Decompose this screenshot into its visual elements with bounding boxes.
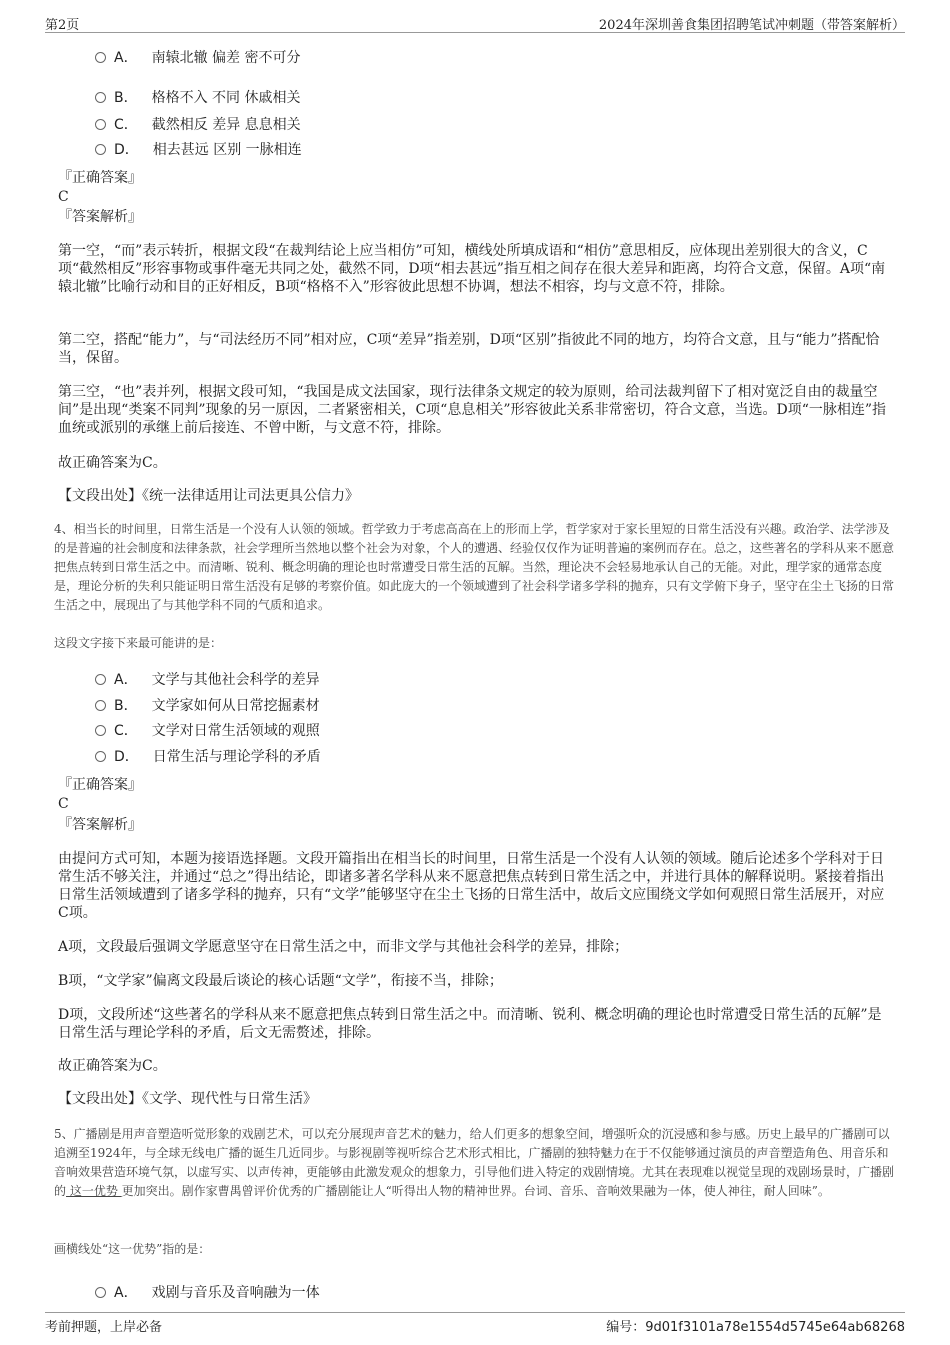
radio-icon[interactable] bbox=[95, 725, 106, 736]
q3-analysis-3: 第三空，“也”表并列，根据文段可知，“我国是成文法国家，现行法律条文规定的较为原则，给司法裁判留下了相对宽泛自由的裁量空间”是出现“类案不同判”现象的另一原因，二者紧密相关，C项“息息相关”形容彼此关系非常密切，符合文意，当选。D项“一脉相连”指血统或派别的承继上前后接连、不曾中断，与文意不符，排除。 bbox=[58, 384, 887, 436]
radio-icon[interactable] bbox=[95, 700, 106, 711]
q3-analysis-label: 『答案解析』 bbox=[58, 209, 142, 225]
q4-answer-label: 『正确答案』 bbox=[58, 777, 142, 793]
q3-option-c[interactable]: C． 截然相反 差异 息息相关 bbox=[95, 115, 301, 135]
underlined-phrase: 这一优势 bbox=[66, 1184, 122, 1198]
document-code: 编号：9d01f3101a78e1554d5745e64ab68268 bbox=[606, 1320, 905, 1335]
q4-analysis-1: 由提问方式可知，本题为接语选择题。文段开篇指出在相当长的时间里，日常生活是一个没有人认领的领域。随后论述多个学科对于日常生活不够关注，并通过“总之”得出结论，即诸多著名学科从来不愿意把焦点转到日常生活之中，并进行具体的解释说明。紧接着指出日常生活领域遭到了诸多学科的抛弃，只有“文学”能够坚守在尘土飞扬的日常生活中，故后文应围绕文学如何观照日常生活展开，对应C项。 bbox=[58, 851, 885, 921]
page-number: 第2页 bbox=[45, 18, 80, 33]
q4-option-c[interactable]: C． 文学对日常生活领域的观照 bbox=[95, 721, 320, 741]
q4-analysis-2: A项，文段最后强调文学愿意坚守在日常生活之中，而非文学与其他社会科学的差异，排除； bbox=[58, 939, 629, 955]
q3-answer: C bbox=[58, 189, 69, 205]
q4-option-d[interactable]: D． 日常生活与理论学科的矛盾 bbox=[95, 747, 321, 767]
q3-option-b[interactable]: B． 格格不入 不同 休戚相关 bbox=[95, 88, 301, 108]
q3-analysis-2: 第二空，搭配“能力”，与“司法经历不同”相对应，C项“差异”指差别，D项“区别”指彼此不同的地方，均符合文意，且与“能力”搭配恰当，保留。 bbox=[58, 332, 880, 366]
page-footer bbox=[45, 1312, 905, 1333]
q4-analysis-3: B项，“文学家”偏离文段最后谈论的核心话题“文学”，衔接不当，排除； bbox=[58, 973, 503, 989]
radio-icon[interactable] bbox=[95, 119, 106, 130]
radio-icon[interactable] bbox=[95, 751, 106, 762]
q4-stem: 4、相当长的时间里，日常生活是一个没有人认领的领域。哲学致力于考虑高高在上的形而上学，哲学家对于家长里短的日常生活没有兴趣。政治学、法学涉及的是普遍的社会制度和法律条款，社会学理所当然地以整个社会为对象，个人的遭遇、经验仅仅作为证明普遍的案例而存在。总之，这些著名的学科从来不愿意把焦点转到日常生活之中。而清晰、锐利、概念明确的理论也时常遭受日常生活的瓦解。当然，理论决不会轻易地承认自己的无能。对此，理学家的通常态度是，理论分析的失利只能证明日常生活没有足够的考察价值。如此庞大的一个领域遭到了社会科学诸多学科的抛弃，只有文学俯下身子，坚守在尘土飞扬的日常生活之中，展现出了与其他学科不同的气质和追求。 bbox=[54, 522, 895, 612]
page-header bbox=[45, 12, 905, 33]
q4-analysis-label: 『答案解析』 bbox=[58, 817, 142, 833]
q3-option-a[interactable]: A． 南辕北辙 偏差 密不可分 bbox=[95, 48, 300, 68]
q3-analysis-1: 第一空，“而”表示转折，根据文段“在裁判结论上应当相仿”可知，横线处所填成语和“相仿”意思相反，应体现出差别很大的含义，C项“截然相反”形容事物或事件毫无共同之处，截然不同，D项“相去甚远”指互相之间存在很大差异和距离，均符合文意，保留。A项“南辕北辙”比喻行动和目的正好相反，B项“格格不入”形容彼此思想不协调，想法不相容，均与文意不符，排除。 bbox=[58, 243, 886, 295]
radio-icon[interactable] bbox=[95, 674, 106, 685]
radio-icon[interactable] bbox=[95, 144, 106, 155]
q5-stem: 5、广播剧是用声音塑造听觉形象的戏剧艺术，可以充分展现声音艺术的魅力，给人们更多的想象空间，增强听众的沉浸感和参与感。历史上最早的广播剧可以追溯至1924年，与全球无线电广播的诞生几近同步。与影视剧等视听综合艺术形式相比，广播剧的独特魅力在于不仅能够通过演员的声音塑造角色、用音乐和音响效果营造环境气氛，以虚写实、以声传神，更能够由此激发观众的想象力，引导他们进入特定的戏剧情境。尤其在表现难以视觉呈现的戏剧场景时，广播剧的 这一优势 更加突出。剧作家曹禺曾评价优秀的广播剧能让人“听得出人物的精神世界。台词、音乐、音响效果融为一体，使人神往，耐人回味”。 bbox=[54, 1127, 895, 1198]
document-title: 2024年深圳善食集团招聘笔试冲刺题（带答案解析） bbox=[598, 18, 905, 33]
footer-slogan: 考前押题，上岸必备 bbox=[45, 1320, 163, 1335]
radio-icon[interactable] bbox=[95, 52, 106, 63]
q4-option-a[interactable]: A． 文学与其他社会科学的差异 bbox=[95, 670, 320, 690]
q4-option-b[interactable]: B． 文学家如何从日常挖掘素材 bbox=[95, 696, 320, 716]
radio-icon[interactable] bbox=[95, 92, 106, 103]
q4-question: 这段文字接下来最可能讲的是： bbox=[54, 636, 223, 650]
q4-conclusion: 故正确答案为C。 bbox=[58, 1058, 167, 1074]
q3-option-d[interactable]: D． 相去甚远 区别 一脉相连 bbox=[95, 140, 302, 160]
q3-answer-label: 『正确答案』 bbox=[58, 170, 142, 186]
q4-source: 【文段出处】《文学、现代性与日常生活》 bbox=[58, 1091, 317, 1107]
q5-option-a[interactable]: A． 戏剧与音乐及音响融为一体 bbox=[95, 1283, 320, 1303]
q3-source: 【文段出处】《统一法律适用让司法更具公信力》 bbox=[58, 488, 359, 504]
q5-question: 画横线处“这一优势”指的是： bbox=[54, 1242, 211, 1256]
q3-conclusion: 故正确答案为C。 bbox=[58, 455, 167, 471]
q4-answer: C bbox=[58, 796, 69, 812]
q4-analysis-4: D项，文段所述“这些著名的学科从来不愿意把焦点转到日常生活之中。而清晰、锐利、概念明确的理论也时常遭受日常生活的瓦解”是日常生活与理论学科的矛盾，后文无需赘述，排除。 bbox=[58, 1007, 882, 1041]
radio-icon[interactable] bbox=[95, 1287, 106, 1298]
